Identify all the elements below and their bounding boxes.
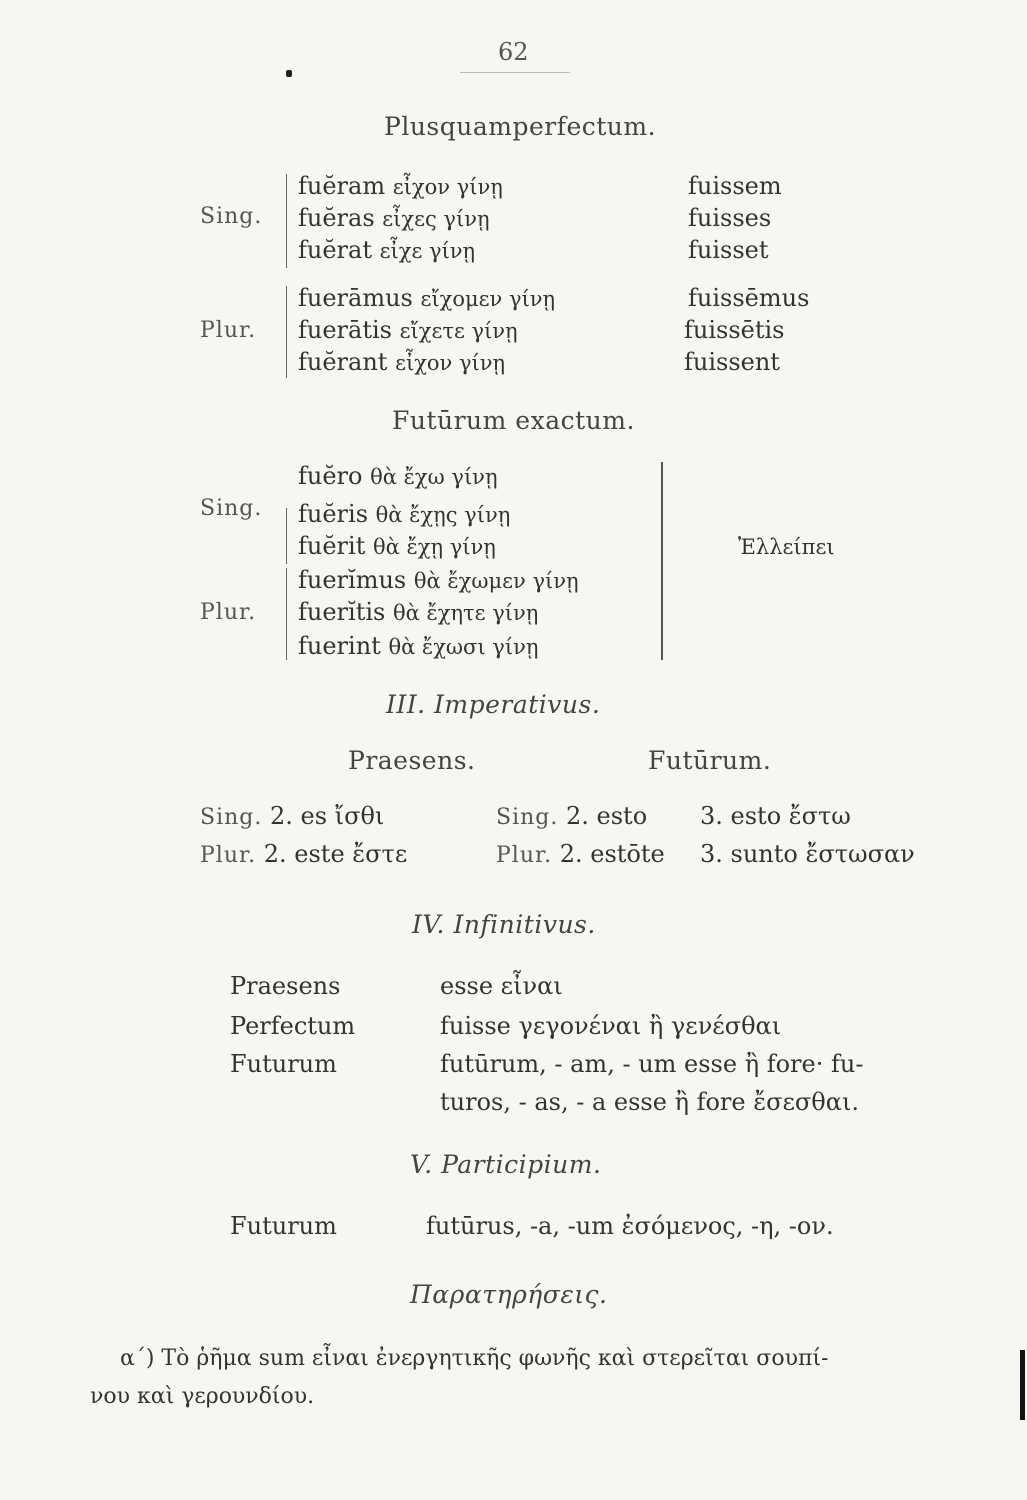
imper-praesens-sing [200,802,384,830]
plusq-subj-5: fuissētis [684,316,785,344]
plusq-sing-label: Sing. [200,204,263,229]
imper-praesens-plur [200,840,407,868]
form: 2. es ἴσθι [270,802,385,830]
greek-form: εἶχον γίνῃ [392,175,503,199]
plusq-subj-2: fuisses [688,204,772,232]
latin-form: fuĕro [298,462,363,490]
plusq-subj-6: fuissent [684,348,780,376]
greek-form: εἶχον γίνῃ [395,351,506,375]
futex-column-divider [661,462,663,660]
latin-form: fuĕrat [298,236,372,264]
greek-form: εἶχε γίνῃ [379,239,476,263]
plusq-plur-bracket [286,286,287,378]
futex-row-3 [298,532,496,560]
plusq-row-1 [298,172,503,200]
form-2nd: 2. estōte [559,840,665,868]
observation-line-2: νου καὶ γερουνδίου. [90,1384,315,1409]
futex-plur-bracket [286,568,287,660]
plusq-subj-3: fuisset [688,236,769,264]
latin-form: fuerātis [298,316,392,344]
header-rule [460,72,570,73]
plusq-sing-bracket [286,174,287,268]
infin-label-1: Praesens [230,972,341,1000]
plusq-row-4 [298,284,555,312]
latin-form: fuĕram [298,172,386,200]
greek-form: θὰ ἔχητε γίνῃ [392,601,539,625]
latin-form: fuĕris [298,500,369,528]
futex-plur-label: Plur. [200,600,257,625]
imperativus-heading: III. Imperativus. [386,690,601,719]
imperativus-futurum-heading: Futūrum. [648,746,772,775]
number-label: Plur. [200,843,257,868]
observations-heading: Παρατηρήσεις. [410,1280,608,1309]
plusq-plur-label: Plur. [200,318,257,343]
latin-form: fuerĭmus [298,566,407,594]
number-label: Plur. [496,843,553,868]
greek-form: εἴχετε γίνῃ [399,319,518,343]
latin-form: fuĕrant [298,348,388,376]
plusq-row-2 [298,204,490,232]
plusq-row-3 [298,236,475,264]
infin-text-3: futūrum, - am, - um esse ἢ fore· fu- [440,1050,864,1078]
greek-form: εἴχομεν γίνῃ [420,287,556,311]
plusq-subj-1: fuissem [688,172,782,200]
particip-text: futūrus, -a, -um ἐσόμενος, -η, -ον. [426,1212,834,1240]
latin-form: fuerĭtis [298,598,386,626]
futex-sing-label: Sing. [200,496,263,521]
futex-row-6 [298,632,538,660]
infin-text-2: fuisse γεγονέναι ἢ γενέσθαι [440,1012,782,1040]
greek-form: θὰ ἔχῃ γίνῃ [372,535,496,559]
latin-form: fuerāmus [298,284,413,312]
form: 2. este ἔστε [263,840,408,868]
page-number: 62 [498,38,529,66]
infin-label-2: Perfectum [230,1012,356,1040]
plusq-row-6 [298,348,505,376]
greek-form: θὰ ἔχω γίνῃ [370,465,498,489]
futex-subj-note: Ἐλλείπει [738,535,835,559]
imper-futurum-sing [496,802,647,830]
observation-line-1: α΄) Τὸ ῥῆμα sum εἶναι ἐνεργητικῆς φωνῆς καὶ στερεῖται σουπί- [120,1346,829,1371]
infinitivus-heading: IV. Infinitivus. [412,910,596,939]
ink-mark [286,70,292,77]
participium-heading: V. Participium. [410,1150,602,1179]
imper-futurum-plur [496,840,665,868]
infin-text-1: esse εἶναι [440,972,563,1000]
plusquamperfectum-heading: Plusquamperfectum. [384,112,657,141]
plusq-row-5 [298,316,518,344]
latin-form: fuerint [298,632,381,660]
futex-row-5 [298,598,538,626]
imper-futurum-plur-3rd: 3. sunto ἔστωσαν [700,840,915,868]
imperativus-praesens-heading: Praesens. [348,746,476,775]
number-label: Sing. [200,805,263,830]
page-edge-shadow [1020,1350,1025,1420]
latin-form: fuĕras [298,204,375,232]
greek-form: θὰ ἔχωσι γίνῃ [388,635,539,659]
futex-sing-bracket [286,508,287,564]
futex-row-2 [298,500,510,528]
greek-form: εἶχες γίνῃ [382,207,490,231]
form-2nd: 2. esto [566,802,648,830]
latin-form: fuĕrit [298,532,366,560]
plusq-subj-4: fuissēmus [688,284,810,312]
imper-futurum-sing-3rd: 3. esto ἔστω [700,802,851,830]
number-label: Sing. [496,805,559,830]
futurum-exactum-heading: Futūrum exactum. [392,406,635,435]
futex-row-4 [298,566,579,594]
infin-text-4: turos, - as, - a esse ἢ fore ἔσεσθαι. [440,1088,859,1116]
greek-form: θὰ ἔχωμεν γίνῃ [413,569,579,593]
infin-label-3: Futurum [230,1050,337,1078]
greek-form: θὰ ἔχῃς γίνῃ [375,503,511,527]
particip-label: Futurum [230,1212,337,1240]
futex-row-1 [298,462,498,490]
